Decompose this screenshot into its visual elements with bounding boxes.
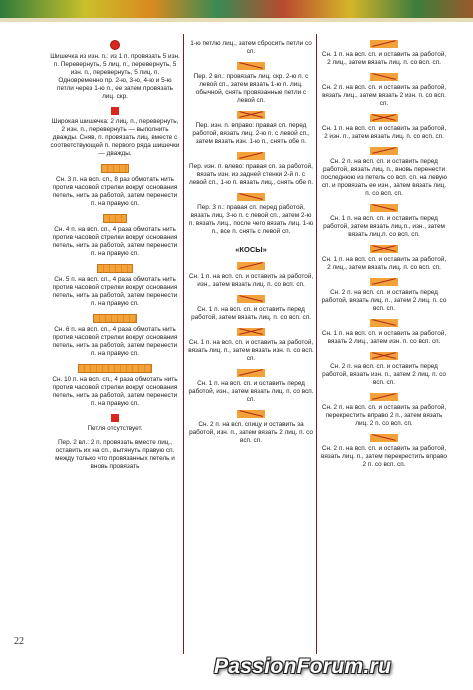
- stitch-symbol-icon: [237, 295, 265, 303]
- legend-text: Пер. изн. п. вправо: правая сп. перед работой, вязать лиц. 2-ю п. с левой сп., затем вязать изн. 1-ю п., снять обе п.: [192, 122, 310, 145]
- legend-entry: [320, 352, 448, 387]
- stitch-symbol-icon: [101, 164, 129, 173]
- legend-text: Сн. 5 п. на всп. сп., 4 раза обмотать нить против часовой стрелки вокруг основания петель, нить за работой, затем перенести п. на правую сп.: [52, 276, 178, 307]
- decorative-header-band: [0, 0, 473, 22]
- legend-entry: [50, 364, 180, 408]
- column-divider: [316, 34, 317, 654]
- legend-text: Сн. 1 п. на всп. сп. и оставить за работой, 2 лиц., затем вязать лиц. п. со всп. сп.: [321, 51, 447, 66]
- legend-text: Сн. 1 п. на всп. сп. и оставить перед работой, затем вязать лиц.п., изн., затем вязать лиц.п. со всп. сп.: [323, 215, 445, 238]
- legend-entry: [320, 319, 448, 346]
- legend-entry: [320, 114, 448, 141]
- legend-entry: [320, 245, 448, 272]
- section-heading: «КОСЫ»: [235, 245, 267, 254]
- legend-text: Сн. 10 п. на всп. сп., 4 раза обмотать нить против часовой стрелки вокруг основания петель, нить за работой, затем перенести п. на правую сп.: [52, 376, 178, 407]
- legend-text: Пер. изн. п. влево: правая сп. за работой, вязать изн. из задней стенки 2-й п. с левой сп., 1-ю п. вязать лиц., снять обе п.: [188, 163, 314, 186]
- page-number: 22: [14, 636, 24, 647]
- legend-column-2: [188, 40, 314, 451]
- legend-entry: [188, 193, 314, 236]
- legend-text: Сн. 2 п. на всп. сп. и оставить за работой, перекрестить вправо 2 п., затем вязать лиц. 2 п. со всп. сп.: [321, 404, 447, 427]
- legend-text: Сн. 3 п. на всп. сп., 8 раз обмотать нить против часовой стрелки вокруг основания петель, нить за работой, затем перенести п. на правую сп.: [52, 176, 178, 207]
- legend-text: Сн. 1 п. на всп. сп. и оставить за работой, 2 лиц., затем вязать лиц. п. со всп. сп.: [321, 256, 447, 271]
- legend-text: Сн. 1 п. на всп. сп. и оставить перед работой, изн., затем вязать лиц. п. со всп. сп.: [188, 380, 314, 403]
- stitch-symbol-icon: [237, 410, 265, 418]
- legend-entry: [50, 164, 180, 208]
- stitch-symbol-icon: [111, 414, 119, 422]
- legend-entry: [320, 393, 448, 428]
- legend-entry: [320, 147, 448, 198]
- stitch-symbol-icon: [111, 107, 119, 115]
- legend-entry: [50, 439, 180, 471]
- stitch-symbol-icon: [237, 328, 265, 336]
- legend-text: Сн. 2 п. на всп. сп. и оставить перед работой, вязать лиц. п., затем 2 лиц. п. со всп. сп.: [321, 289, 447, 312]
- stitch-symbol-icon: [370, 73, 398, 81]
- stitch-symbol-icon: [370, 245, 398, 253]
- legend-column-1: [50, 40, 180, 477]
- legend-entry: [188, 40, 314, 56]
- legend-text: Сн. 1 п. на всп. сп. и оставить за работой, 2 изн. п., затем вязать лиц. п. со всп. сп.: [321, 125, 447, 140]
- stitch-symbol-icon: [237, 193, 265, 201]
- legend-text: 1-ю петлю лиц., затем сбросить петли со сп.: [190, 40, 312, 55]
- legend-text: Пер. 2 вл.: провязать лиц. скр. 2-ю п. с левой сп., затем вязать 1-ю п. лиц. обычной, снять провязанные петли с левой сп.: [193, 73, 309, 104]
- stitch-symbol-icon: [237, 369, 265, 377]
- legend-entry: [50, 414, 180, 433]
- legend-entry: [50, 107, 180, 158]
- legend-text: Петля отсутствует.: [87, 425, 143, 432]
- legend-text: Сн. 1 п. на всп. сп. и оставить за работой, вязать 2 лиц., затем изн. п. со всп. сп.: [321, 330, 447, 345]
- stitch-symbol-icon: [370, 114, 398, 122]
- legend-entry: [320, 204, 448, 239]
- legend-text: Сн. 1 п. на всп. сп. и оставить за работой, вязать лиц. п., затем вязать изн. п. со всп. сп.: [188, 339, 314, 362]
- legend-entry: [320, 40, 448, 67]
- stitch-symbol-icon: [370, 278, 398, 286]
- stitch-symbol-icon: [78, 364, 152, 373]
- legend-text: Сн. 1 п. на всп. сп. и оставить за работой, изн., затем вязать лиц. п. со всп. сп.: [188, 273, 314, 288]
- watermark: PassionForum.ru: [214, 655, 392, 678]
- legend-entry: [188, 295, 314, 322]
- stitch-symbol-icon: [237, 262, 265, 270]
- stitch-symbol-icon: [370, 147, 398, 155]
- legend-text: Пер. 2 вл.: 2 п. провязать вместе лиц., оставить их на сп., вытянуть правую сп. между только что провязанных петель и вновь провязать: [55, 439, 175, 470]
- stitch-symbol-icon: [370, 204, 398, 212]
- stitch-symbol-icon: [370, 393, 398, 401]
- legend-text: Сн. 2 п. на всп. сп. и оставить за работой, вязать лиц., затем вязать 2 изн. п. со всп. сп.: [321, 84, 447, 107]
- legend-text: Широкая шишечка: 2 лиц. п., перевернуть, 2 изн. п., перевернуть — выполнить дважды. Сняв, п. провязать лиц. вместе с соответствующей п. первого ряда шишечки — дважды.: [50, 118, 180, 157]
- stitch-symbol-icon: [370, 40, 398, 48]
- legend-entry: [188, 328, 314, 363]
- legend-entry: [188, 410, 314, 445]
- legend-entry: [320, 434, 448, 469]
- legend-text: Сн. 2 п. на всп. сп. и оставить перед работой, вязать изн. п., затем 2 лиц. п. со всп. сп.: [322, 363, 446, 386]
- legend-entry: [188, 152, 314, 187]
- legend-entry: [188, 262, 314, 289]
- legend-entry: [188, 62, 314, 105]
- stitch-symbol-icon: [93, 314, 137, 323]
- legend-entry: [188, 369, 314, 404]
- stitch-symbol-icon: [110, 40, 120, 50]
- legend-entry: [50, 214, 180, 258]
- legend-text: Пер. 3 п.: правая сп. перед работой, вязать лиц. 3-ю п. с левой сп., затем 2-ю п. вязать лиц., после чего вязать лиц. 1-ю п., все п. снять с левой сп.: [188, 204, 314, 235]
- stitch-symbol-icon: [370, 434, 398, 442]
- stitch-symbol-icon: [370, 319, 398, 327]
- legend-text: Сн. 6 п. на всп. сп., 4 раза обмотать нить против часовой стрелки вокруг основания петель, нить за работой, затем перенести п. на правую сп.: [52, 326, 178, 357]
- stitch-symbol-icon: [97, 264, 133, 273]
- legend-text: Сн. 2 п. на всп. сп. и оставить за работой, вязать лиц. п., затем перекрестить вправо 2 п. со всп. сп.: [321, 445, 447, 468]
- legend-entry: [320, 73, 448, 108]
- stitch-symbol-icon: [370, 352, 398, 360]
- legend-entry: [188, 246, 314, 254]
- legend-entry: [50, 40, 180, 101]
- legend-text: Сн. 2 п. на всп. сп. и оставить перед работой, вязать лиц. п., вновь перенести последнюю из петель со всп. сп. на левую сп. и провязать ее изн., затем вязать лиц. п. со всп. сп.: [321, 158, 447, 197]
- stitch-symbol-icon: [103, 214, 127, 223]
- column-divider: [183, 34, 184, 654]
- legend-entry: [50, 264, 180, 308]
- stitch-symbol-icon: [237, 62, 265, 70]
- stitch-symbol-icon: [237, 152, 265, 160]
- legend-entry: [320, 278, 448, 313]
- legend-text: Сн. 4 п. на всп. сп., 4 раза обмотать нить против часовой стрелки вокруг основания петель, нить за работой, затем перенести п. на правую сп.: [52, 226, 178, 257]
- stitch-symbol-icon: [237, 111, 265, 119]
- legend-text: Сн. 1 п. на всп. сп. и оставить перед работой, затем вязать лиц. п. со всп. сп.: [191, 306, 311, 321]
- legend-text: Шишечка из изн. п.: из 1 п. провязать 5 изн. п. Перевернуть, 5 лиц. п., перевернуть, 5 изн. п., перевернуть, 5 лиц. п. Одновременно пр. 2-ю, 3-ю, 4-ю и 5-ю петли через 1-ю п., ее затем провязать лиц. скр.: [50, 53, 180, 100]
- legend-column-3: [320, 40, 448, 475]
- legend-entry: [50, 314, 180, 358]
- legend-text: Сн. 2 п. на всп. спицу и оставить за работой, изн. п., затем вязать 2 лиц. п. со всп. сп.: [189, 421, 313, 444]
- legend-entry: [188, 111, 314, 146]
